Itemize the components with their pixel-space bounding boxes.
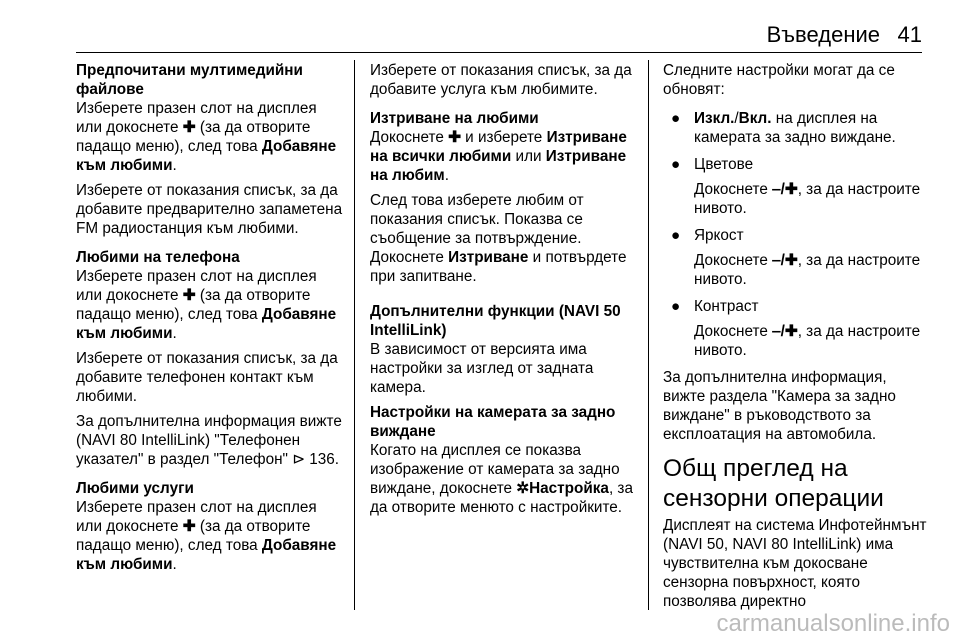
list-item [663,109,928,147]
text: и изберете [460,129,547,146]
section-heading: Изтриване на любими [370,110,539,127]
text: , за да отворите менюто с настройките. [370,480,633,516]
plus-icon: ✚ [182,119,196,136]
section-multimedia-favourites [76,61,346,175]
watermark: carmanualsonline.info [716,610,950,637]
paragraph [694,251,928,289]
list-item-label: Цветове [694,156,754,173]
paragraph [694,180,928,218]
text: Изберете празен слот на дисплея или докоснете [76,100,317,136]
text: или [511,148,546,165]
section-phone-favourites [76,248,346,343]
minus-plus-icon: ‒/✚ [772,181,798,198]
plus-icon: ✚ [182,287,196,304]
list-item [663,155,928,218]
paragraph: Дисплеят на система Инфотейнмънт (NAVI 50, NAVI 80 IntelliLink) има чувствителна към докосване сензорна повърхност, която позволява директно [663,517,927,610]
page-reference-icon: ⊳ [292,451,306,468]
gear-icon: ✲ [516,480,530,497]
bullet-icon: ● [671,298,681,315]
menu-term: Добавяне към любими [76,537,337,573]
list-item [663,226,928,289]
header-divider [76,52,922,53]
text: Докоснете [694,252,773,269]
text: (за да отворите падащо меню), след това [76,518,311,554]
paragraph: Изберете от показания списък, за да добавите телефонен контакт към любими. [76,350,338,405]
text: За допълнителна информация вижте (NAVI 80 IntelliLink) "Телефонен указател" в раздел "Телефон" [76,413,342,468]
text: и потвърдете при запитване. [370,249,627,285]
bullet-icon: ● [671,227,681,244]
text: Докоснете [694,323,773,340]
menu-term: Изтриване [448,249,529,266]
paragraph: Изберете празен слот на дисплея или докоснете ✚ (за да отворите падащо меню), след това Добавяне към любими. [76,499,337,573]
column-1 [76,61,346,580]
bullet-icon: ● [671,156,681,173]
paragraph: Следните настройки могат да се обновят: [663,62,895,98]
section-additional-functions [370,302,638,397]
paragraph [370,441,638,517]
menu-term: Настройка [529,480,609,497]
section-camera-settings [370,403,638,517]
minus-plus-icon: ‒/✚ [772,252,798,269]
text: След това изберете любим от показания списък. Показва се съобщение за потвърждение. Докоснете [370,192,584,266]
text: Докоснете [694,181,773,198]
section-heading: Любими услуги [76,480,194,497]
text: Изберете празен слот на дисплея или докоснете [76,268,317,304]
text: , за да настроите нивото. [694,323,921,359]
text: Изберете празен слот на дисплея или докоснете [76,499,317,535]
section-heading: Допълнителни функции (NAVI 50 IntelliLink) [370,303,621,339]
text: (за да отворите падащо меню), след това [76,287,311,323]
menu-term: Изтриване на любим [370,148,627,184]
section-service-favourites [76,479,346,574]
paragraph: Докоснете ✚ и изберете Изтриване на всички любими или Изтриване на любим. [370,129,627,184]
column-divider-2 [648,60,649,610]
column-2 [370,61,638,523]
column-divider-1 [354,60,355,610]
text: на дисплея на камерата за задно виждане. [694,110,896,146]
chapter-heading: Общ преглед на сензорни операции [663,455,884,512]
paragraph [694,322,928,360]
text: , за да настроите нивото. [694,181,921,217]
menu-term: Добавяне към любими [76,138,337,174]
section-heading: Настройки на камерата за задно виждане [370,404,616,440]
paragraph [76,412,346,469]
paragraph: Изберете от показания списък, за да добавите услуга към любимите. [370,62,632,98]
list-item [663,297,928,360]
list-item-label: Яркост [694,227,744,244]
section-heading: Предпочитани мултимедийни файлове [76,62,303,98]
text: Докоснете [370,129,449,146]
plus-icon: ✚ [448,129,461,146]
text: , за да настроите нивото. [694,252,921,288]
section-heading: Любими на телефона [76,249,240,266]
paragraph: Изберете празен слот на дисплея или докоснете ✚ (за да отворите падащо меню), след това Добавяне към любими. [76,100,337,174]
menu-term: Изтриване на всички любими [370,129,627,165]
page-number: 41 [897,22,922,47]
page-header-title: Въведение [766,22,880,47]
plus-icon: ✚ [182,518,196,535]
paragraph: За допълнителна информация, вижте раздела "Камера за задно виждане" в ръководството за експлоатация на автомобила. [663,369,896,443]
list-item-label: Контраст [694,298,759,315]
paragraph: Изберете от показания списък, за да добавите предварително запаметена FM радиостанция към любими. [76,182,343,237]
bullet-icon: ● [671,110,681,127]
paragraph: В зависимост от версията има настройки за изглед от задната камера. [370,341,594,396]
menu-term: Вкл. [738,110,772,127]
paragraph [370,191,638,286]
text: / [734,110,739,127]
menu-term: Изкл. [694,110,735,127]
column-3 [663,61,928,611]
menu-term: Добавяне към любими [76,306,337,342]
section-delete-favourites [370,109,638,185]
text: Когато на дисплея се показва изображение от камерата за задно виждане, докоснете [370,442,620,497]
page-reference: 136. [309,451,340,468]
page-header [0,0,960,56]
paragraph: Изберете празен слот на дисплея или докоснете ✚ (за да отворите падащо меню), след това Добавяне към любими. [76,268,337,342]
text: (за да отворите падащо меню), след това [76,119,311,155]
minus-plus-icon: ‒/✚ [772,323,798,340]
